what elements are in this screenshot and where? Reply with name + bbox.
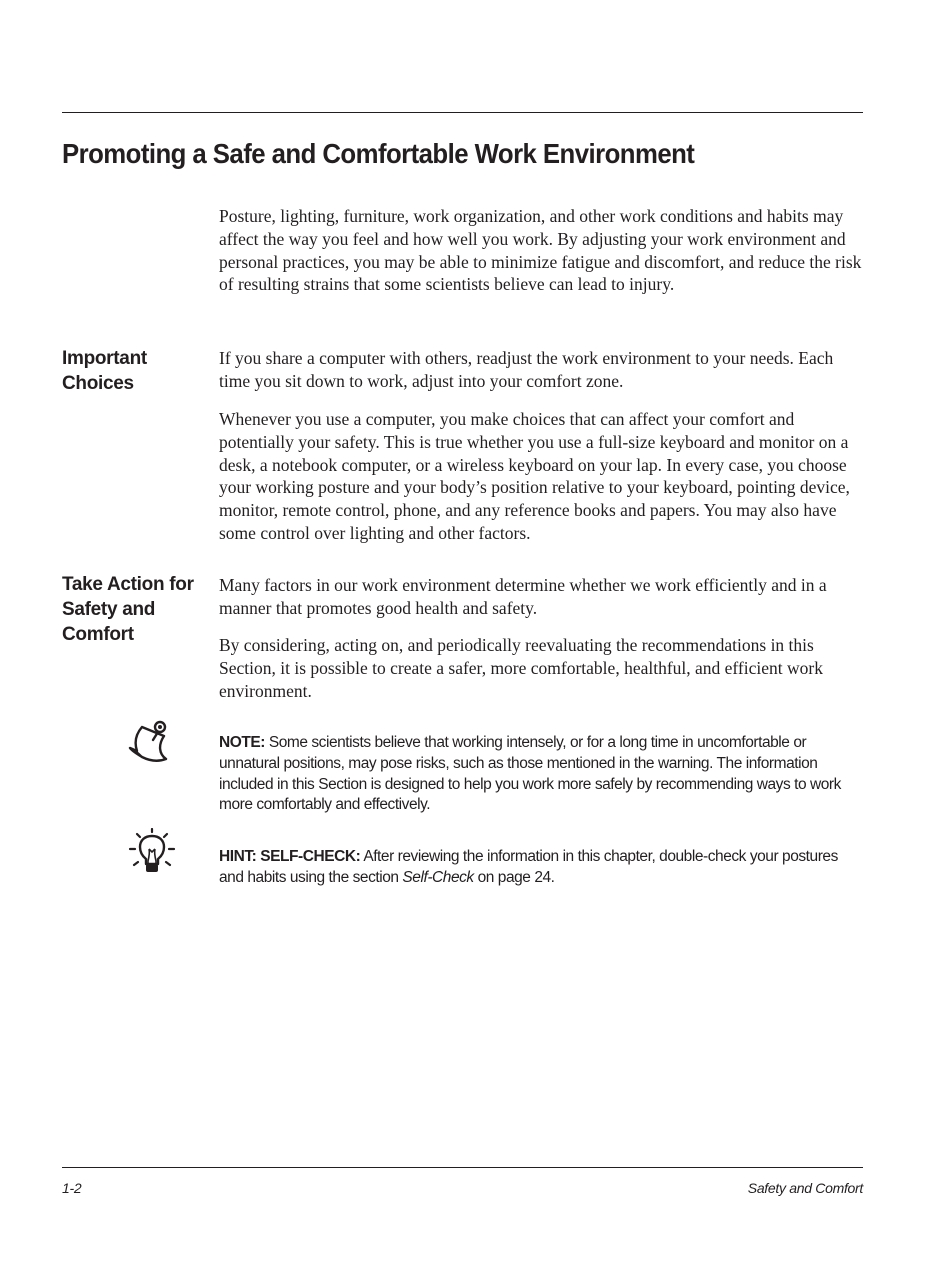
section-heading-take-action [62, 572, 212, 647]
lightbulb-icon [128, 828, 178, 878]
hint-callout [219, 847, 864, 889]
section-paragraph: By considering, acting on, and periodically reevaluating the recommendations in this Section, it is possible to create a safer, more comfortable, healthful, and efficient work environment. [219, 635, 823, 701]
section-heading-line: Safety and [62, 599, 156, 620]
hint-text: on page 24. [473, 868, 555, 886]
note-callout [219, 733, 864, 816]
header-rule [62, 112, 863, 113]
section-heading-important-choices [62, 346, 212, 396]
section-paragraph: If you share a computer with others, readjust the work environment to your needs. Each time you sit down to work, adjust into your comfort zone. [219, 348, 834, 391]
hint-text: After reviewing the information in this chapter, double-check your postures and habits using the section [219, 848, 838, 886]
hint-label: HINT: SELF-CHECK: [219, 848, 361, 865]
self-check-reference: Self-Check [402, 868, 474, 886]
note-pin-icon [128, 715, 178, 767]
section-heading-line: Choices [62, 373, 134, 394]
section-paragraph: Many factors in our work environment determine whether we work efficiently and in a manner that promotes good health and safety. [219, 575, 827, 618]
footer-section-name: Safety and Comfort [747, 1180, 863, 1196]
note-text: Some scientists believe that working intensely, or for a long time in uncomfortable or unnatural positions, may pose risks, such as those mentioned in the warning. The information included in this Section is designed to help you work more safely by recommending ways to work more comfortably and effectively. [219, 734, 841, 814]
section-heading-line: Take Action for [62, 574, 194, 595]
intro-paragraph: Posture, lighting, furniture, work organization, and other work conditions and habits may affect the way you feel and how well you work. By adjusting your work environment and personal practices, you may be able to minimize fatigue and discomfort, and reduce the risk of resulting strains that some scientists believe can lead to injury. [219, 206, 862, 295]
section-heading-line: Comfort [62, 624, 134, 645]
page-title: Promoting a Safe and Comfortable Work Environment [62, 138, 695, 169]
section-paragraph: Whenever you use a computer, you make choices that can affect your comfort and potentially your safety. This is true whether you use a full-size keyboard and monitor on a desk, a notebook computer, or a wireless keyboard on your lap. In every case, you choose your working posture and your body’s position relative to your keyboard, pointing device, monitor, remote control, phone, and any reference books and papers. You may also have some control over lighting and other factors. [219, 409, 850, 543]
section-heading-line: Important [62, 348, 147, 369]
note-label: NOTE: [219, 734, 265, 751]
footer-page-number: 1-2 [62, 1180, 82, 1196]
footer-rule [62, 1167, 863, 1168]
